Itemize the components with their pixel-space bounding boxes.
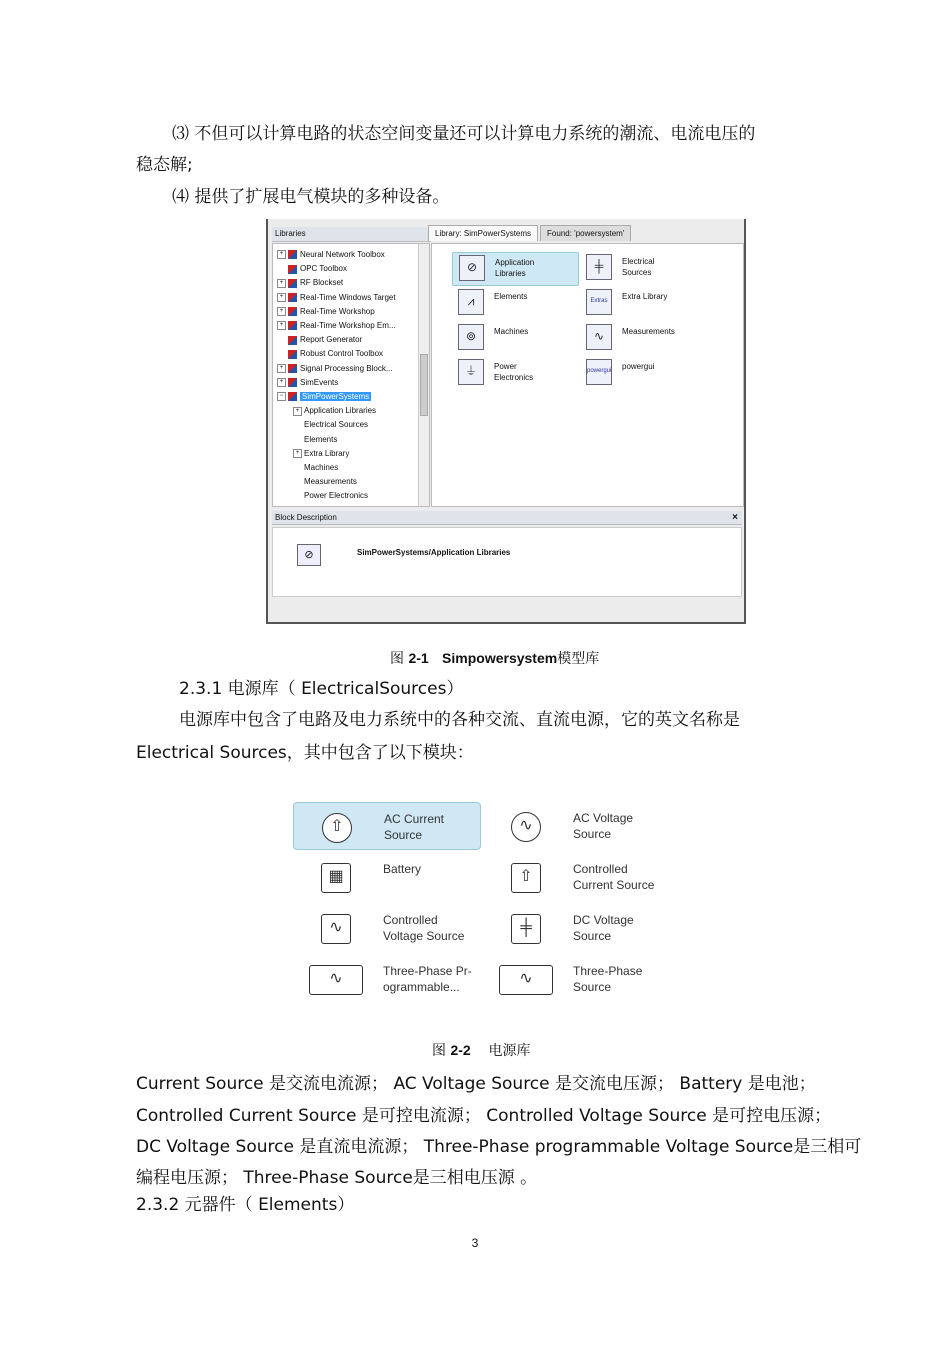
label-line-1: Extra Library — [622, 292, 668, 301]
tree-item[interactable] — [277, 319, 396, 332]
library-block-label — [622, 256, 654, 278]
library-block-label — [494, 361, 533, 383]
tree-item-label: Electrical Sources — [304, 420, 369, 430]
source-block-label — [383, 963, 472, 995]
electrical-sources-screenshot — [293, 800, 673, 1005]
label-line2: Source — [573, 827, 612, 841]
block-description-panel — [272, 527, 742, 597]
expand-icon[interactable]: − — [277, 392, 286, 401]
tree-item[interactable] — [293, 433, 337, 446]
tree-item[interactable] — [293, 404, 376, 417]
tree-item-label: Report Generator — [300, 335, 363, 345]
tree-item-label: Measurements — [304, 477, 357, 487]
label-line-2: Libraries — [495, 269, 526, 278]
tree-item[interactable] — [293, 418, 368, 431]
extras-icon: Extras — [586, 289, 612, 315]
rlc-icon: ⩘ — [458, 289, 484, 315]
expand-icon[interactable]: + — [277, 321, 286, 330]
label-line2: Voltage Source — [383, 929, 465, 943]
library-block-label — [622, 291, 667, 302]
source-block[interactable] — [483, 955, 671, 1003]
caption-number: 2-1 — [408, 650, 429, 666]
library-block-grid — [431, 243, 744, 507]
block-description-header — [272, 511, 742, 525]
motor-icon: ⊘ — [297, 544, 321, 566]
library-block[interactable] — [452, 322, 577, 354]
block-description-text: SimPowerSystems/Application Libraries — [357, 548, 511, 557]
tree-item-label: Application Libraries — [304, 406, 377, 416]
tree-item-label: Power Electronics — [304, 491, 369, 501]
source-block[interactable] — [293, 802, 481, 850]
label-line1: DC Voltage — [573, 913, 634, 927]
label-line-1: Power — [494, 362, 517, 371]
close-icon[interactable]: × — [732, 512, 738, 523]
ac-voltage-source-icon: ∿ — [511, 812, 541, 842]
source-block[interactable] — [483, 853, 671, 901]
tab-found-powersystem[interactable]: Found: 'powersystem' — [540, 225, 631, 241]
caption-suffix: 模型库 — [557, 651, 600, 667]
tree-item[interactable] — [277, 291, 396, 304]
library-icon — [288, 378, 297, 387]
library-icon — [288, 321, 297, 330]
library-icon — [288, 392, 297, 401]
scrollbar-thumb[interactable] — [420, 354, 428, 416]
library-browser-screenshot — [266, 219, 746, 624]
tree-item-label: RF Blockset — [300, 278, 344, 288]
tab-library-simpowersystems[interactable]: Library: SimPowerSystems — [428, 225, 538, 241]
section-heading-2-3-1: 2.3.1 电源库（ ElectricalSources） — [179, 679, 464, 699]
library-icon — [288, 293, 297, 302]
tree-item[interactable] — [277, 390, 371, 403]
library-icon — [288, 364, 297, 373]
caption-prefix: 图 — [432, 1043, 446, 1059]
label-line1: Battery — [383, 862, 422, 876]
library-icon — [288, 250, 297, 259]
label-line-1: Electrical — [622, 257, 655, 266]
library-block[interactable] — [580, 287, 705, 319]
expand-icon[interactable]: + — [277, 364, 286, 373]
library-icon — [288, 350, 297, 359]
library-icon — [288, 307, 297, 316]
motor-icon: ⊘ — [459, 255, 485, 281]
expand-icon[interactable]: + — [293, 407, 302, 416]
library-block[interactable] — [452, 287, 577, 319]
section-heading-2-3-2: 2.3.2 元器件（ Elements） — [136, 1195, 355, 1215]
tree-item-label: Real-Time Workshop — [300, 306, 375, 316]
tree-item[interactable] — [277, 305, 375, 318]
tree-item-label: SimEvents — [300, 377, 339, 387]
expand-icon[interactable]: + — [293, 449, 302, 458]
page-number: 3 — [471, 1236, 479, 1250]
label-line2: Source — [384, 828, 423, 842]
description-line-3: DC Voltage Source 是直流电流源； Three-Phase programmable Voltage Source是三相可 — [136, 1137, 862, 1157]
label-line2: Source — [573, 980, 612, 994]
controlled-voltage-source-icon: ∿ — [321, 914, 351, 944]
label-line2: ogrammable... — [383, 980, 460, 994]
library-icon — [288, 265, 297, 274]
tree-item[interactable] — [277, 362, 393, 375]
label-line2: Current Source — [573, 878, 655, 892]
description-line-4: 编程电压源； Three-Phase Source是三相电压源 。 — [136, 1168, 538, 1188]
source-block-label — [384, 811, 444, 843]
library-tabs — [428, 225, 633, 241]
tree-item-label: Neural Network Toolbox — [300, 250, 385, 259]
tree-item-label: Elements — [304, 434, 338, 444]
expand-icon[interactable]: + — [277, 378, 286, 387]
diode-icon: ⏚ — [458, 359, 484, 385]
label-line-1: powergui — [622, 362, 655, 371]
tree-item-label: Signal Processing Block... — [300, 363, 393, 373]
caption-suffix: 电源库 — [488, 1043, 531, 1059]
label-line1: Controlled — [573, 862, 628, 876]
library-block[interactable] — [580, 357, 705, 389]
source-block-label — [383, 861, 421, 877]
library-tree — [272, 243, 430, 507]
battery-icon: ╪ — [586, 254, 612, 280]
expand-icon[interactable]: + — [277, 307, 286, 316]
dc-voltage-source-icon: ╪ — [511, 914, 541, 944]
tree-item[interactable] — [293, 489, 368, 502]
source-block[interactable] — [293, 853, 481, 901]
source-block[interactable] — [293, 955, 481, 1003]
expand-icon[interactable]: + — [277, 250, 286, 259]
tree-item[interactable] — [277, 333, 362, 346]
label-line-1: Application — [495, 258, 535, 267]
source-block[interactable] — [483, 802, 671, 850]
library-block-label — [622, 361, 654, 372]
tree-item-label: OPC Toolbox — [300, 264, 347, 274]
item-4: ⑷ 提供了扩展电气模块的多种设备。 — [172, 187, 450, 207]
tree-item-label: Robust Control Toolbox — [300, 349, 384, 359]
three-phase-programmable-icon: ∿ — [309, 965, 363, 995]
tree-scrollbar[interactable] — [418, 244, 429, 506]
source-block-label — [573, 861, 654, 893]
library-block-label — [495, 257, 534, 279]
library-block-label — [494, 291, 527, 302]
library-block[interactable] — [580, 252, 705, 284]
source-block-label — [383, 912, 464, 944]
paragraph-2-3-1-line-2: Electrical Sources，其中包含了以下模块： — [136, 743, 474, 763]
tree-item[interactable] — [293, 447, 349, 460]
library-icon — [288, 279, 297, 288]
controlled-current-source-icon: ⇧ — [511, 863, 541, 893]
caption-prefix: 图 — [390, 651, 404, 667]
label-line-1: Machines — [494, 327, 529, 336]
tree-item[interactable] — [277, 376, 338, 389]
battery-icon: ▦ — [321, 863, 351, 893]
tree-item-label: SimPowerSystems — [302, 392, 370, 401]
paragraph-2-3-1-line-1: 电源库中包含了电路及电力系统中的各种交流、直流电源，它的英文名称是 — [179, 710, 740, 730]
tree-item-label: Machines — [304, 463, 339, 472]
machine-icon: ⊚ — [458, 324, 484, 350]
tree-item[interactable] — [293, 461, 338, 474]
label-line-1: Elements — [494, 292, 528, 301]
powergui-icon: powergui — [586, 359, 612, 385]
caption-name: Simpowersystem — [442, 650, 558, 666]
figure-caption-2-2 — [432, 1040, 531, 1060]
three-phase-source-icon: ∿ — [499, 965, 553, 995]
libraries-header: Libraries — [272, 227, 431, 242]
label-line-2: Electronics — [494, 373, 534, 382]
tree-item[interactable] — [277, 347, 383, 360]
label-line1: Three-Phase Pr- — [383, 964, 472, 978]
source-block[interactable] — [483, 904, 671, 952]
label-line-2: Sources — [622, 268, 652, 277]
source-block[interactable] — [293, 904, 481, 952]
label-line1: AC Voltage — [573, 811, 634, 825]
scope-icon: ∿ — [586, 324, 612, 350]
source-block-label — [573, 810, 633, 842]
description-line-1: Current Source 是交流电流源； AC Voltage Source 是交流电压源； Battery 是电池； — [136, 1074, 816, 1094]
description-line-2: Controlled Current Source 是可控电流源； Controlled Voltage Source 是可控电压源； — [136, 1106, 832, 1126]
tree-item[interactable] — [277, 262, 347, 275]
caption-number: 2-2 — [450, 1042, 471, 1058]
library-block[interactable] — [580, 322, 705, 354]
block-description-title: Block Description — [275, 513, 337, 522]
label-line2: Source — [573, 929, 612, 943]
tree-item[interactable] — [277, 276, 343, 289]
item-3-line-2: 稳态解; — [136, 155, 193, 175]
source-block-label — [573, 912, 634, 944]
tree-item-label: Real-Time Workshop Em... — [300, 321, 396, 330]
library-block[interactable] — [452, 357, 577, 389]
library-block[interactable] — [452, 252, 579, 286]
ac-current-source-icon: ⇧ — [322, 813, 352, 843]
item-3-line-1: ⑶ 不但可以计算电路的状态空间变量还可以计算电力系统的潮流、电流电压的 — [172, 124, 756, 144]
expand-icon[interactable]: + — [277, 279, 286, 288]
label-line1: AC Current — [384, 812, 445, 826]
label-line1: Three-Phase — [573, 964, 643, 978]
tree-item-label: Real-Time Windows Target — [300, 292, 396, 302]
tree-item-label: Extra Library — [304, 448, 350, 458]
tree-item[interactable] — [293, 475, 357, 488]
library-block-label — [494, 326, 528, 337]
figure-caption-2-1 — [390, 648, 599, 668]
library-block-label — [622, 326, 675, 337]
tree-item[interactable] — [277, 248, 385, 261]
label-line1: Controlled — [383, 913, 438, 927]
library-icon — [288, 336, 297, 345]
expand-icon[interactable]: + — [277, 293, 286, 302]
label-line-1: Measurements — [622, 327, 675, 336]
source-block-label — [573, 963, 642, 995]
